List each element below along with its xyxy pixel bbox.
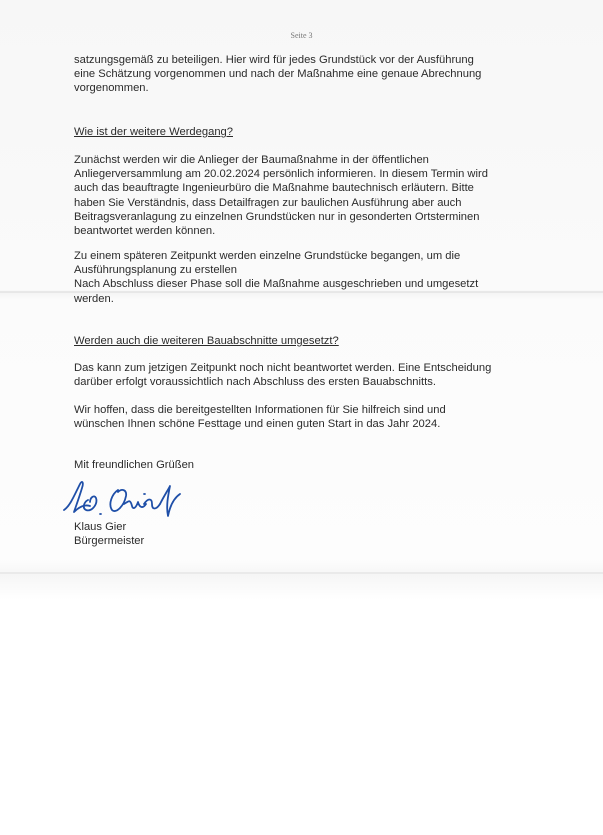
closing-salutation: Mit freundlichen Grüßen [74,459,195,471]
heading-further-sections: Werden auch die weiteren Bauabschnitte umgesetzt? [74,335,339,347]
paragraph-season-greetings: Wir hoffen, dass die bereitgestellten Informationen für Sie hilfreich sind und wünschen Ihnen schöne Festtage und einen guten Start in das Jahr 2024. [74,404,446,431]
paragraph-residents-meeting: Zunächst werden wir die Anlieger der Baumaßnahme in der öffentlichen Anliegerversammlung am 20.02.2024 persönlich informieren. In diesem Termin wird auch das beauftragte Ingenieurbüro die Maßnahme bautechnisch erläutern. Bitte haben Sie Verständnis, dass Detailfragen zur baulichen Ausführung aber auch Beitragsveranlagung zu einzelnen Grundstücken nur in gesonderten Ortsterminen beantwortet werden können. [74,154,488,238]
paragraph-decision-pending: Das kann zum jetzigen Zeitpunkt noch nicht beantwortet werden. Eine Entscheidung darüber erfolgt voraussichtlich nach Abschluss des ersten Bauabschnitts. [74,362,492,389]
paper-fold [0,572,603,574]
heading-next-steps: Wie ist der weitere Werdegang? [74,126,233,138]
signer-name: Klaus Gier [74,521,127,533]
paragraph-contribution-estimate: satzungsgemäß zu beteiligen. Hier wird für jedes Grundstück vor der Ausführung eine Schätzung vorgenommen und nach der Maßnahme eine genaue Abrechnung vorgenommen. [74,54,482,95]
page-number: Seite 3 [290,31,313,40]
signer-title: Bürgermeister [74,535,145,547]
handwritten-signature [60,476,190,520]
paragraph-site-inspection: Zu einem späteren Zeitpunkt werden einzelne Grundstücke begangen, um die Ausführungsplanung zu erstellen Nach Abschluss dieser Phase soll die Maßnahme ausgeschrieben und umgesetzt werden. [74,250,479,305]
